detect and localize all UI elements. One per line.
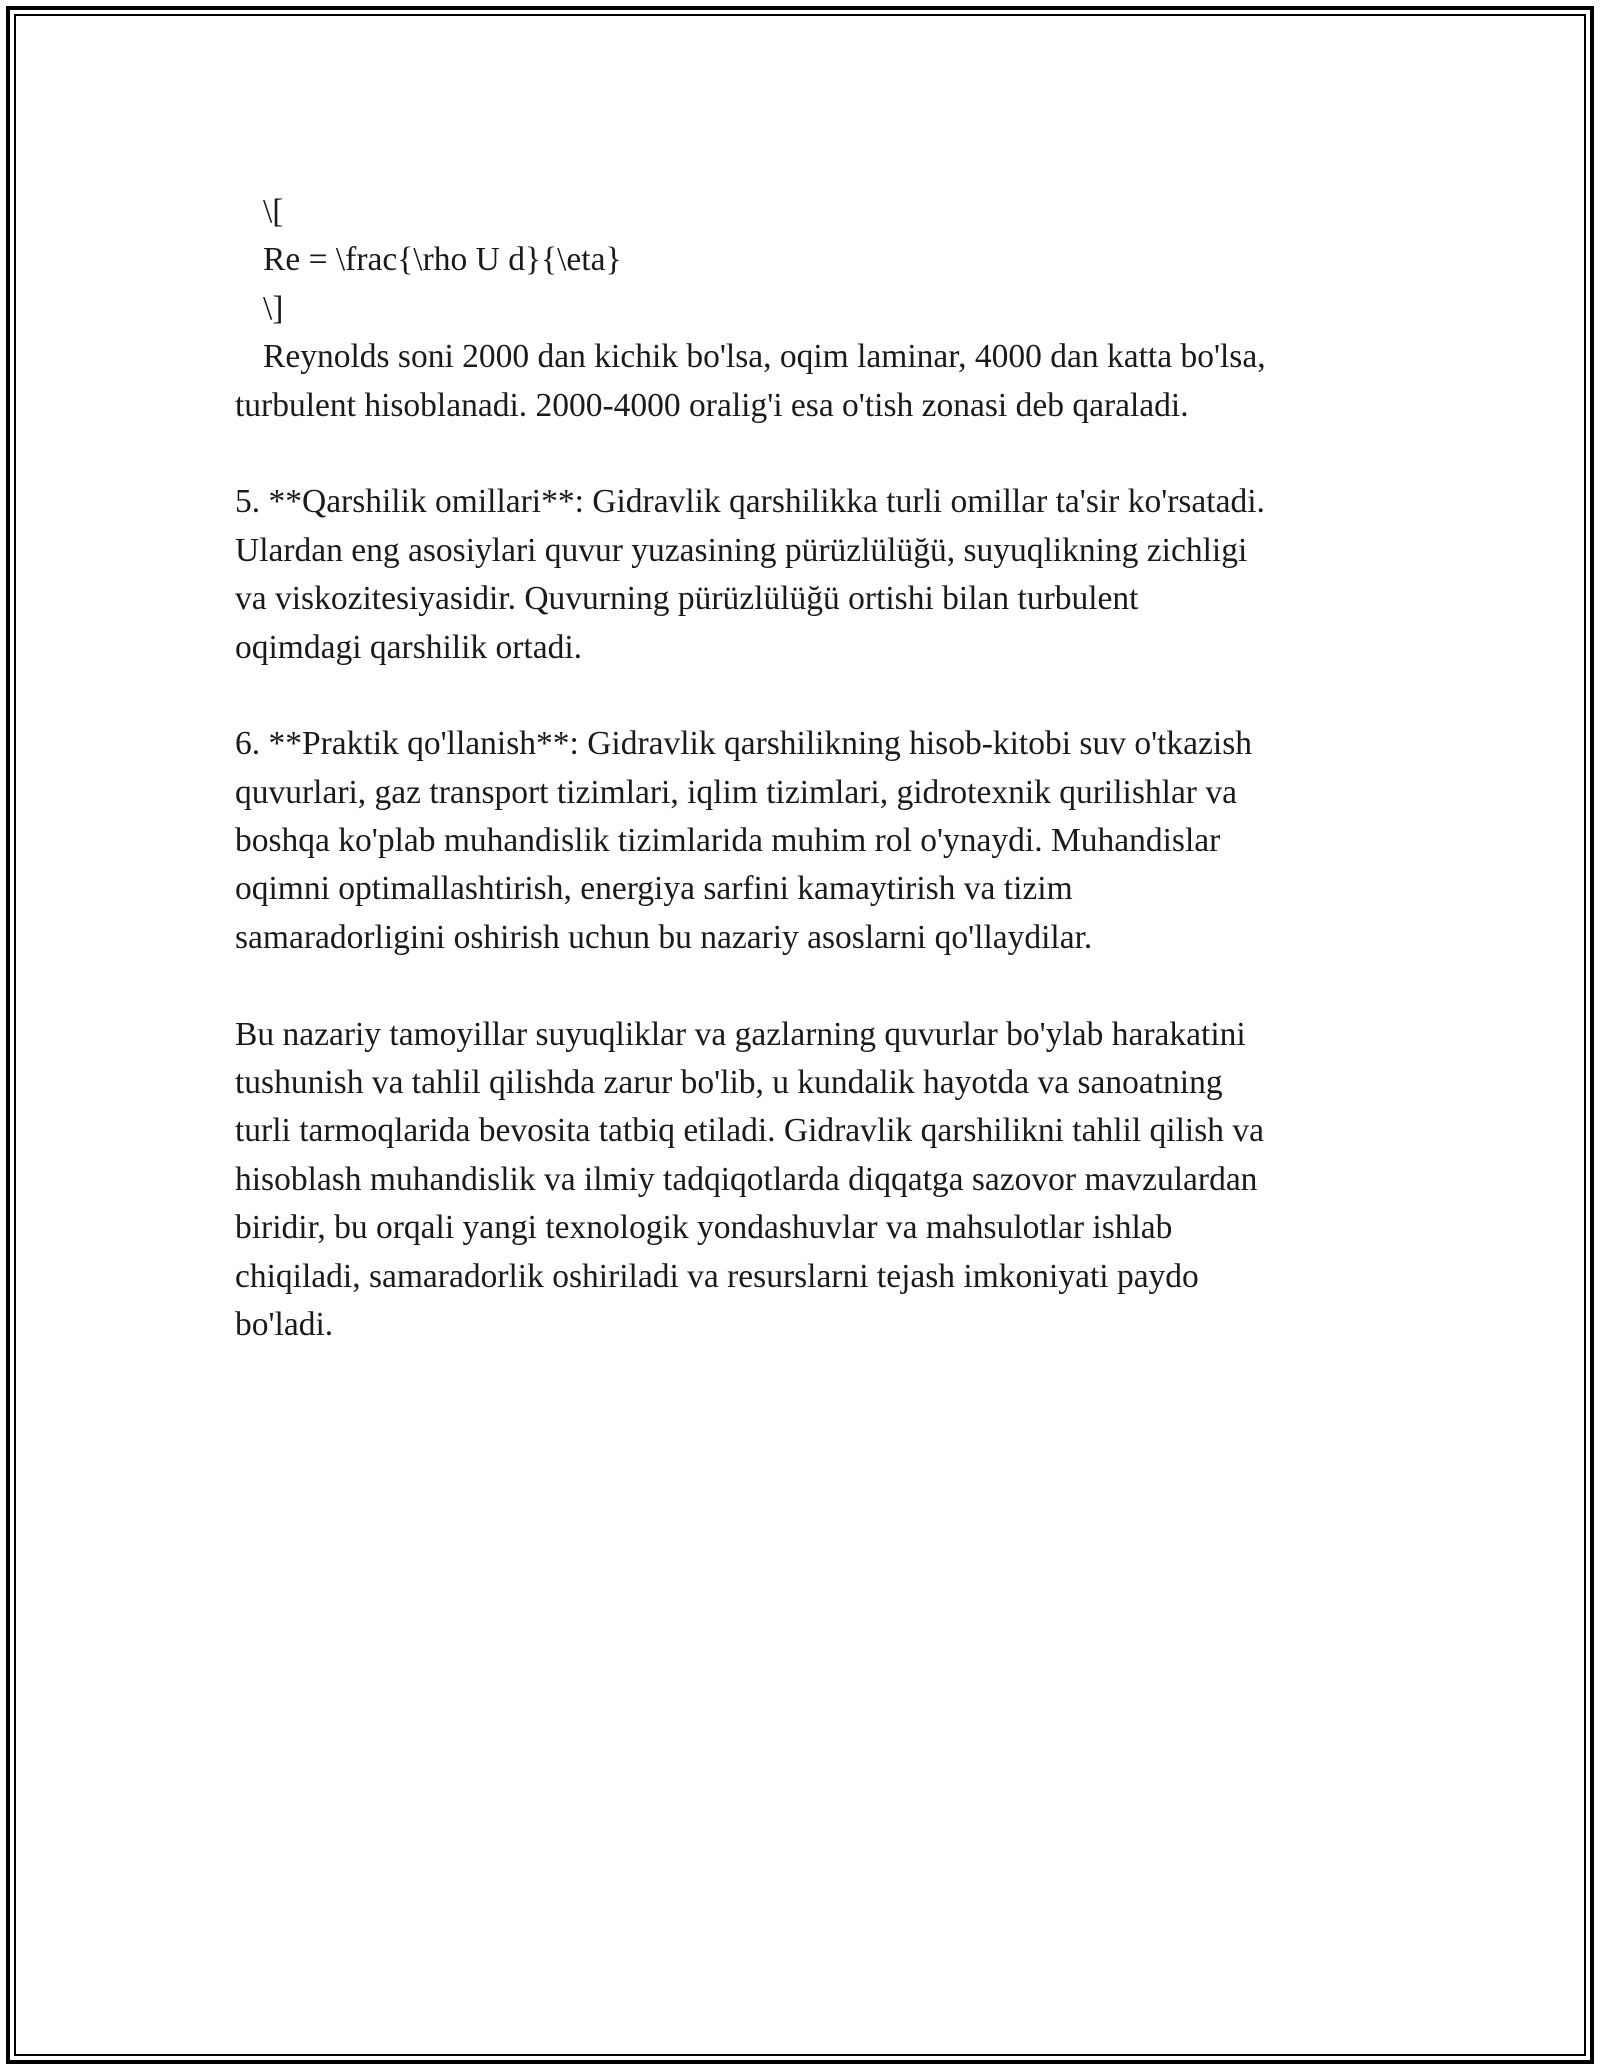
item-5-paragraph (235, 478, 1370, 672)
paragraph-gap (235, 672, 1370, 720)
paragraph-line: 5. **Qarshilik omillari**: Gidravlik qarshilikka turli omillar ta'sir ko'rsatadi. (235, 483, 1265, 521)
paragraph-line: bo'ladi. (235, 1305, 334, 1343)
formula-close: \] (263, 289, 284, 327)
paragraph-line: Ulardan eng asosiylari quvur yuzasining pürüzlülüğü, suyuqlikning zichligi (235, 531, 1248, 569)
paragraph-line: Bu nazariy tamoyillar suyuqliklar va gazlarning quvurlar bo'ylab harakatini (235, 1015, 1246, 1053)
paragraph-line: samaradorligini oshirish uchun bu nazariy asoslarni qo'llaydilar. (235, 918, 1093, 956)
paragraph-gap (235, 962, 1370, 1010)
formula-text: Re = \frac{\rho U d}{\eta} (263, 241, 622, 279)
paragraph-line: quvurlari, gaz transport tizimlari, iqlim tizimlari, gidrotexnik qurilishlar va (235, 773, 1237, 811)
item-6-paragraph (235, 720, 1370, 962)
paragraph-line: va viskozitesiyasidir. Quvurning pürüzlülüğü ortishi bilan turbulent (235, 580, 1139, 618)
paragraph-line: biridir, bu orqali yangi texnologik yondashuvlar va mahsulotlar ishlab (235, 1209, 1173, 1247)
paragraph-line: hisoblash muhandislik va ilmiy tadqiqotlarda diqqatga sazovor mavzulardan (235, 1160, 1258, 1198)
paragraph-line: turli tarmoqlarida bevosita tatbiq etiladi. Gidravlik qarshilikni tahlil qilish va (235, 1112, 1264, 1150)
paragraph-line: turbulent hisoblanadi. 2000-4000 oralig'i esa o'tish zonasi deb qaraladi. (235, 386, 1189, 424)
paragraph-line: Reynolds soni 2000 dan kichik bo'lsa, oqim laminar, 4000 dan katta bo'lsa, (263, 338, 1266, 376)
formula-block (235, 188, 1370, 333)
paragraph-line: chiqiladi, samaradorlik oshiriladi va resurslarni tejash imkoniyati paydo (235, 1257, 1199, 1295)
conclusion-paragraph (235, 1011, 1370, 1350)
paragraph-line: tushunish va tahlil qilishda zarur bo'lib, u kundalik hayotda va sanoatning (235, 1064, 1223, 1102)
document-body (235, 188, 1370, 1349)
paragraph-gap (235, 430, 1370, 478)
reynolds-paragraph (235, 333, 1370, 430)
paragraph-line: boshqa ko'plab muhandislik tizimlarida muhim rol o'ynaydi. Muhandislar (235, 822, 1221, 860)
paragraph-line: 6. **Praktik qo'llanish**: Gidravlik qarshilikning hisob-kitobi suv o'tkazish (235, 725, 1253, 763)
paragraph-line: oqimni optimallashtirish, energiya sarfini kamaytirish va tizim (235, 870, 1073, 908)
formula-open: \[ (263, 193, 284, 230)
paragraph-line: oqimdagi qarshilik ortadi. (235, 628, 583, 666)
